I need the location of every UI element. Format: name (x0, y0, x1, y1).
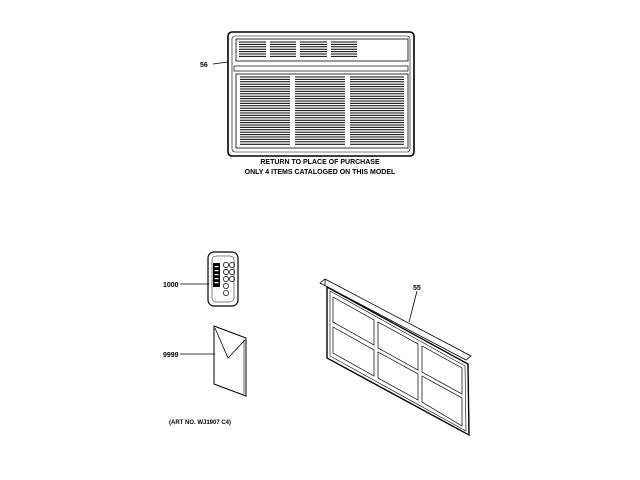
manual-envelope[interactable] (214, 326, 246, 396)
filter-inner-frame (330, 291, 466, 431)
manual-part-number: 9999 (163, 352, 179, 359)
grille-divider-bar (234, 66, 408, 71)
filter-top-edge (320, 279, 471, 360)
art-number: (ART NO. WJ1907 C4) (168, 420, 232, 426)
remote-part-number: 1000 (163, 282, 179, 289)
filter-leader-line (409, 291, 417, 322)
remote-body (208, 252, 238, 306)
air-filter[interactable] (320, 279, 471, 435)
grille-upper-louvers (239, 42, 357, 56)
filter-panes (333, 297, 462, 426)
remote-buttons (223, 262, 234, 295)
front-grille[interactable] (228, 32, 414, 156)
filter-frame (327, 287, 469, 435)
note-return: RETURN TO PLACE OF PURCHASE (260, 159, 380, 166)
grille-part-number: 56 (200, 62, 208, 69)
filter-part-number: 55 (413, 285, 421, 292)
note-items-cataloged: ONLY 4 ITEMS CATALOGED ON THIS MODEL (244, 169, 396, 176)
remote-control[interactable] (208, 252, 238, 306)
grille-lower-louvers (240, 77, 404, 144)
grille-leader-line (213, 62, 228, 64)
